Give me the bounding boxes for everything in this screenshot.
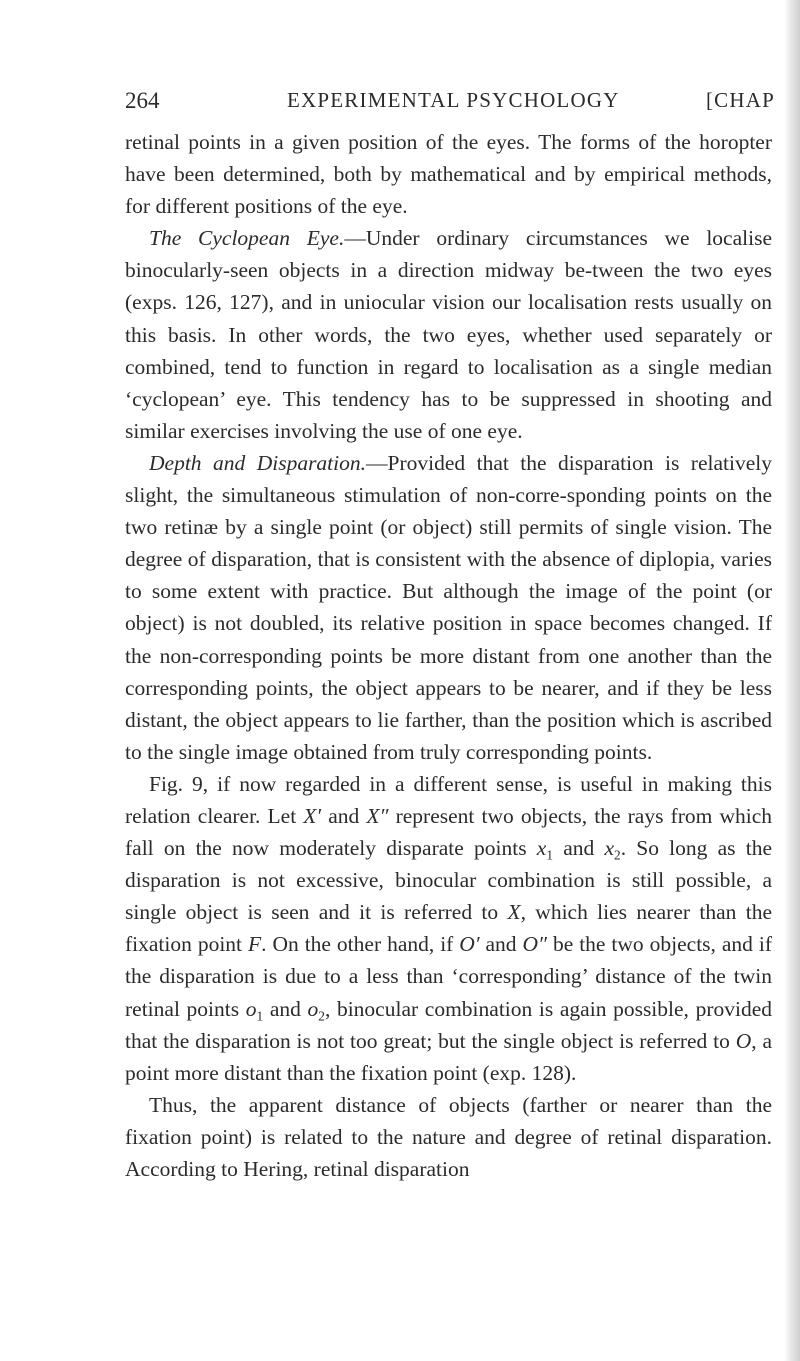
text-run: represent two objects, the rays from which fall on the now moderately disparate points xyxy=(125,803,772,861)
math-symbol: o xyxy=(245,996,257,1021)
text-run: and xyxy=(479,932,523,957)
text-run: , which lies nearer than the fixation point xyxy=(125,900,772,957)
math-symbol: x xyxy=(536,836,547,861)
math-symbol: O″ xyxy=(522,932,547,957)
text-run: . On the other hand, if xyxy=(261,932,460,957)
text-run: . So long as the disparation is not excessive, binocular combination is still possible, a single object is seen and it is referred to xyxy=(125,836,773,925)
paragraph-text: —Provided that the disparation is relatively slight, the simultaneous stimulation of non-corre-sponding points on the two retinæ by a single point (or object) still permits of single vision. The degree of disparation, that is consistent with the absence of diplopia, varies to some extent with practice. But although the image of the point (or object) is not doubled, its relative position in space becomes changed. If the non-corresponding points be more distant from one another than the corresponding points, the object appears to be nearer, and if they be less distant, the object appears to lie farther, than the position which is ascribed to the single image obtained from truly corresponding points. xyxy=(125,450,772,764)
running-header xyxy=(125,88,775,122)
paragraph-text: —Under ordinary circumstances we localise binocularly-seen objects in a direction midway be-tween the two eyes (exps. 126, 127), and in uniocular vision our localisation rests usually on this basis. In other words, the two eyes, whether used separately or combined, tend to function in regard to localisation as a single median ‘cyclopean’ eye. This tendency has to be suppressed in shooting and similar exercises involving the use of one eye. xyxy=(125,226,772,443)
paragraph-hering: Thus, the apparent distance of objects (farther or nearer than the fixation point) is related to the nature and degree of retinal disparation. According to Hering, retinal disparation xyxy=(125,1092,772,1181)
section-title-depth-disparation: Depth and Disparation. xyxy=(149,450,367,475)
math-symbol: o xyxy=(307,996,319,1021)
math-symbol: O′ xyxy=(459,932,480,957)
math-symbol: X′ xyxy=(303,803,322,828)
running-title: EXPERIMENTAL PSYCHOLOGY xyxy=(287,88,620,112)
subscript: 2 xyxy=(614,847,621,863)
page-number: 264 xyxy=(125,88,160,113)
text-run: and xyxy=(321,803,367,828)
text-run: and xyxy=(553,836,605,861)
math-symbol: X″ xyxy=(366,803,389,828)
math-symbol: X xyxy=(507,900,521,925)
paragraph-fig9 xyxy=(125,768,772,1089)
text-run: Fig. 9, if now regarded in a different sense, is useful in making this relation clearer. Let xyxy=(125,771,772,828)
paragraph-depth-disparation xyxy=(125,447,772,768)
text-run: and xyxy=(263,996,308,1021)
text-run: , binocular combination is again possible, provided that the disparation is not too great; but the single object is referred to xyxy=(125,996,772,1053)
text-run: be the two objects, and if the disparation is due to a less than ‘corresponding’ distance of the twin retinal points xyxy=(125,932,772,1021)
chapter-marker: [CHAP xyxy=(705,88,775,112)
subscript: 1 xyxy=(546,847,553,863)
page-edge-shadow xyxy=(784,0,800,1361)
paragraph-cyclopean-eye xyxy=(125,222,772,447)
paragraph-horopter: retinal points in a given position of the eyes. The forms of the horopter have been determined, both by mathematical and by empirical methods, for different positions of the eye. xyxy=(125,130,772,219)
math-symbol: x xyxy=(604,836,615,861)
math-symbol: O xyxy=(735,1028,752,1053)
subscript: 1 xyxy=(256,1008,264,1024)
math-symbol: F xyxy=(248,932,262,957)
text-run: , a point more distant than the fixation point (exp. 128). xyxy=(125,1028,772,1085)
section-title-cyclopean-eye: The Cyclopean Eye. xyxy=(149,226,345,251)
subscript: 2 xyxy=(318,1008,325,1024)
page-body xyxy=(125,126,772,1185)
